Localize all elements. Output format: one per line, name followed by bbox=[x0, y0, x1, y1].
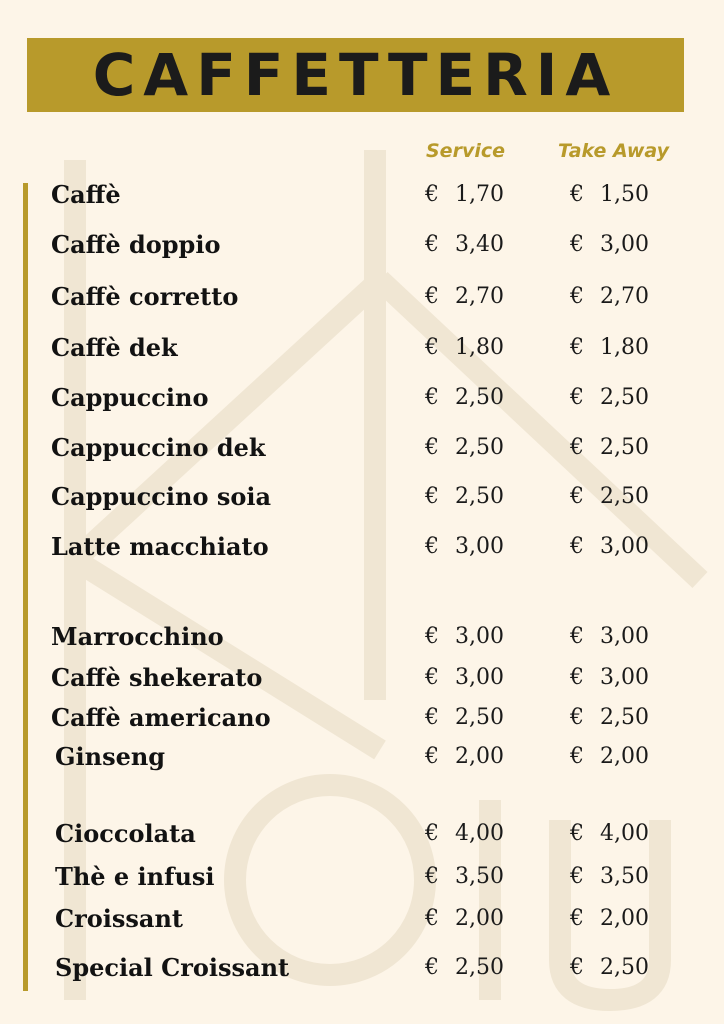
list-item bbox=[0, 902, 724, 938]
euro-symbol: € bbox=[570, 435, 584, 460]
price-value: 2,50 bbox=[455, 385, 504, 410]
euro-symbol: € bbox=[425, 705, 439, 730]
euro-symbol: € bbox=[425, 624, 439, 649]
price-value: 2,00 bbox=[455, 906, 504, 931]
service-price bbox=[425, 951, 504, 985]
price-value: 4,00 bbox=[600, 821, 649, 846]
item-name: Cappuccino soia bbox=[51, 482, 272, 511]
list-item bbox=[0, 331, 724, 367]
euro-symbol: € bbox=[425, 335, 439, 360]
service-price bbox=[425, 331, 504, 365]
item-name: Ginseng bbox=[55, 742, 166, 771]
euro-symbol: € bbox=[570, 821, 584, 846]
takeaway-price bbox=[570, 860, 649, 894]
takeaway-price bbox=[570, 381, 649, 415]
list-item bbox=[0, 661, 724, 697]
price-value: 2,00 bbox=[600, 744, 649, 769]
list-item bbox=[0, 701, 724, 737]
takeaway-price bbox=[570, 701, 649, 735]
euro-symbol: € bbox=[570, 232, 584, 257]
euro-symbol: € bbox=[425, 284, 439, 309]
price-value: 1,80 bbox=[600, 335, 649, 360]
item-name: Cappuccino bbox=[51, 383, 209, 412]
euro-symbol: € bbox=[570, 284, 584, 309]
euro-symbol: € bbox=[570, 744, 584, 769]
service-price bbox=[425, 280, 504, 314]
euro-symbol: € bbox=[425, 484, 439, 509]
price-value: 1,80 bbox=[455, 335, 504, 360]
price-value: 2,00 bbox=[600, 906, 649, 931]
price-value: 2,70 bbox=[455, 284, 504, 309]
service-price bbox=[425, 480, 504, 514]
price-value: 2,50 bbox=[600, 484, 649, 509]
price-value: 1,70 bbox=[455, 182, 504, 207]
list-item bbox=[0, 740, 724, 776]
price-value: 2,00 bbox=[455, 744, 504, 769]
euro-symbol: € bbox=[570, 906, 584, 931]
euro-symbol: € bbox=[425, 744, 439, 769]
takeaway-price bbox=[570, 902, 649, 936]
euro-symbol: € bbox=[570, 705, 584, 730]
item-name: Marrocchino bbox=[51, 622, 224, 651]
euro-symbol: € bbox=[570, 864, 584, 889]
price-value: 2,50 bbox=[600, 385, 649, 410]
item-name: Special Croissant bbox=[55, 953, 290, 982]
euro-symbol: € bbox=[570, 182, 584, 207]
price-value: 3,50 bbox=[600, 864, 649, 889]
euro-symbol: € bbox=[570, 624, 584, 649]
list-item bbox=[0, 381, 724, 417]
takeaway-price bbox=[570, 480, 649, 514]
price-value: 4,00 bbox=[455, 821, 504, 846]
price-value: 3,00 bbox=[600, 534, 649, 559]
item-name: Caffè shekerato bbox=[51, 663, 263, 692]
price-value: 2,50 bbox=[600, 955, 649, 980]
price-value: 3,40 bbox=[455, 232, 504, 257]
service-price bbox=[425, 381, 504, 415]
price-value: 2,70 bbox=[600, 284, 649, 309]
takeaway-price bbox=[570, 331, 649, 365]
service-price bbox=[425, 661, 504, 695]
item-name: Cioccolata bbox=[55, 819, 196, 848]
service-price bbox=[425, 817, 504, 851]
euro-symbol: € bbox=[425, 182, 439, 207]
page-title: CAFFETTERIA bbox=[92, 41, 619, 109]
euro-symbol: € bbox=[570, 534, 584, 559]
price-value: 3,00 bbox=[600, 665, 649, 690]
item-name: Caffè bbox=[51, 180, 121, 209]
price-value: 3,50 bbox=[455, 864, 504, 889]
euro-symbol: € bbox=[425, 864, 439, 889]
price-value: 3,00 bbox=[600, 232, 649, 257]
list-item bbox=[0, 860, 724, 896]
takeaway-price bbox=[570, 620, 649, 654]
euro-symbol: € bbox=[570, 665, 584, 690]
item-name: Cappuccino dek bbox=[51, 433, 266, 462]
item-name: Caffè dek bbox=[51, 333, 178, 362]
price-value: 2,50 bbox=[455, 435, 504, 460]
item-name: Caffè corretto bbox=[51, 282, 239, 311]
price-value: 2,50 bbox=[600, 705, 649, 730]
list-item bbox=[0, 280, 724, 316]
takeaway-price bbox=[570, 740, 649, 774]
euro-symbol: € bbox=[570, 955, 584, 980]
list-item bbox=[0, 178, 724, 214]
list-item bbox=[0, 817, 724, 853]
euro-symbol: € bbox=[425, 534, 439, 559]
list-item bbox=[0, 530, 724, 566]
service-price bbox=[425, 431, 504, 465]
service-price bbox=[425, 228, 504, 262]
takeaway-price bbox=[570, 228, 649, 262]
price-value: 3,00 bbox=[455, 534, 504, 559]
price-value: 2,50 bbox=[455, 705, 504, 730]
list-item bbox=[0, 228, 724, 264]
service-price bbox=[425, 860, 504, 894]
item-name: Thè e infusi bbox=[55, 862, 215, 891]
takeaway-price bbox=[570, 178, 649, 212]
price-value: 3,00 bbox=[455, 624, 504, 649]
price-value: 2,50 bbox=[600, 435, 649, 460]
service-column-header: Service bbox=[426, 140, 505, 162]
euro-symbol: € bbox=[425, 665, 439, 690]
euro-symbol: € bbox=[425, 232, 439, 257]
takeaway-price bbox=[570, 431, 649, 465]
euro-symbol: € bbox=[425, 906, 439, 931]
item-name: Latte macchiato bbox=[51, 532, 269, 561]
price-value: 3,00 bbox=[600, 624, 649, 649]
price-value: 2,50 bbox=[455, 955, 504, 980]
euro-symbol: € bbox=[425, 821, 439, 846]
euro-symbol: € bbox=[570, 385, 584, 410]
list-item bbox=[0, 620, 724, 656]
takeaway-price bbox=[570, 280, 649, 314]
price-value: 1,50 bbox=[600, 182, 649, 207]
list-item bbox=[0, 951, 724, 987]
takeaway-column-header: Take Away bbox=[558, 140, 670, 162]
service-price bbox=[425, 178, 504, 212]
item-name: Caffè doppio bbox=[51, 230, 221, 259]
price-value: 2,50 bbox=[455, 484, 504, 509]
list-item bbox=[0, 480, 724, 516]
service-price bbox=[425, 530, 504, 564]
service-price bbox=[425, 620, 504, 654]
takeaway-price bbox=[570, 661, 649, 695]
price-value: 3,00 bbox=[455, 665, 504, 690]
item-name: Croissant bbox=[55, 904, 183, 933]
service-price bbox=[425, 740, 504, 774]
euro-symbol: € bbox=[570, 335, 584, 360]
euro-symbol: € bbox=[425, 435, 439, 460]
takeaway-price bbox=[570, 817, 649, 851]
service-price bbox=[425, 902, 504, 936]
takeaway-price bbox=[570, 951, 649, 985]
list-item bbox=[0, 431, 724, 467]
takeaway-price bbox=[570, 530, 649, 564]
euro-symbol: € bbox=[425, 385, 439, 410]
item-name: Caffè americano bbox=[51, 703, 271, 732]
euro-symbol: € bbox=[425, 955, 439, 980]
service-price bbox=[425, 701, 504, 735]
euro-symbol: € bbox=[570, 484, 584, 509]
